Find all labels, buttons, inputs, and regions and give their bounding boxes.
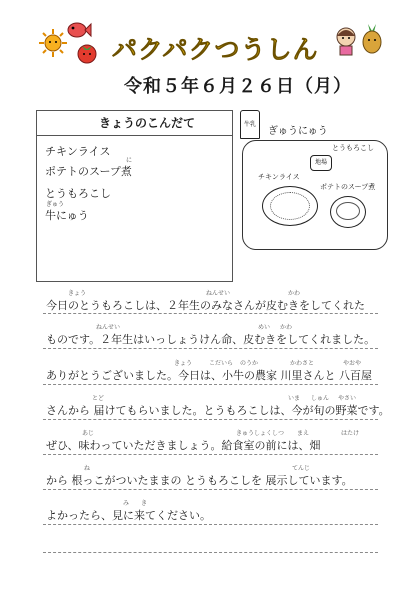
furigana: きゅうしょくしつ xyxy=(236,430,285,437)
menu-item: チキンライス xyxy=(45,145,111,158)
furigana: き xyxy=(141,500,148,507)
article-line: 今日のとうもろこしは、２年生のみなさんが皮むきをしてくれた xyxy=(46,299,365,312)
furigana: あじ xyxy=(82,430,95,437)
furigana: はたけ xyxy=(341,430,360,437)
article-line: よかったら、見に来てください。 xyxy=(46,509,211,522)
article-line: さんから 届けてもらいました。とうもろこしは、今が旬の野菜です。 xyxy=(46,404,390,417)
menu-item: ポテトのスープ煮 xyxy=(45,165,132,178)
furigana: かわ xyxy=(288,290,301,297)
article-line: ありがとうございました。今日は、小牛の農家 川里さんと 八百屋 xyxy=(46,369,372,382)
rice-label: チキンライス xyxy=(258,173,300,181)
furigana: やさい xyxy=(338,395,357,402)
furigana: まえ xyxy=(297,430,310,437)
corn-label: とうもろこし xyxy=(332,144,374,152)
girl-character-icon xyxy=(333,26,359,56)
furigana: ぎゅう xyxy=(46,201,65,208)
furigana: しゅん xyxy=(311,395,330,402)
tomato-character-icon xyxy=(76,42,98,64)
furigana: かわさと xyxy=(290,360,315,367)
menu-heading: きょうのこんだて xyxy=(37,111,232,136)
article-line: ぜひ、味わっていただきましょう。給食室の前には、畑 xyxy=(46,439,321,452)
menu-box xyxy=(36,110,233,282)
furigana: やおや xyxy=(343,360,362,367)
article-line: ものです。２年生はいっしょうけん命、皮むきをしてくれました。 xyxy=(46,333,376,346)
furigana: み xyxy=(123,500,130,507)
issue-date: 令和５年６月２６日（月） xyxy=(124,76,352,97)
article-line: から 根っこがついたままの とうもろこしを 展示しています。 xyxy=(46,474,353,487)
furigana: のうか xyxy=(240,360,259,367)
furigana: に xyxy=(126,157,133,164)
ruled-line xyxy=(43,524,378,525)
soup-label: ポテトのスープ煮 xyxy=(320,183,376,191)
fish-character-icon xyxy=(66,20,92,40)
furigana: てんじ xyxy=(292,465,311,472)
ruled-line xyxy=(43,348,378,349)
furigana: めい xyxy=(258,324,271,331)
furigana: きょう xyxy=(68,290,87,297)
menu-item: 牛にゅう xyxy=(45,209,89,222)
pineapple-character-icon xyxy=(360,22,384,54)
furigana: ねんせい xyxy=(206,290,231,297)
ruled-line xyxy=(43,489,378,490)
newsletter-title: パクパクつうしん xyxy=(112,35,319,64)
soup-icon xyxy=(336,202,360,220)
sun-character-icon xyxy=(38,28,68,58)
furigana: きょう xyxy=(174,360,193,367)
ruled-line xyxy=(43,552,378,553)
furigana: かわ xyxy=(280,324,293,331)
ruled-line xyxy=(43,419,378,420)
furigana: とど xyxy=(92,395,105,402)
furigana: ねんせい xyxy=(96,324,121,331)
chicken-rice-icon xyxy=(270,192,310,220)
furigana: いま xyxy=(288,395,301,402)
ruled-line xyxy=(43,454,378,455)
furigana: ね xyxy=(84,465,91,472)
ruled-line xyxy=(43,313,378,314)
ruled-line xyxy=(43,384,378,385)
milk-label: ぎゅうにゅう xyxy=(268,126,328,137)
corn-dish-icon: 地場 xyxy=(310,155,332,171)
menu-item: とうもろこし xyxy=(45,187,111,200)
milk-bottle-icon: 牛乳 xyxy=(240,110,260,139)
furigana: こだいら xyxy=(209,360,234,367)
